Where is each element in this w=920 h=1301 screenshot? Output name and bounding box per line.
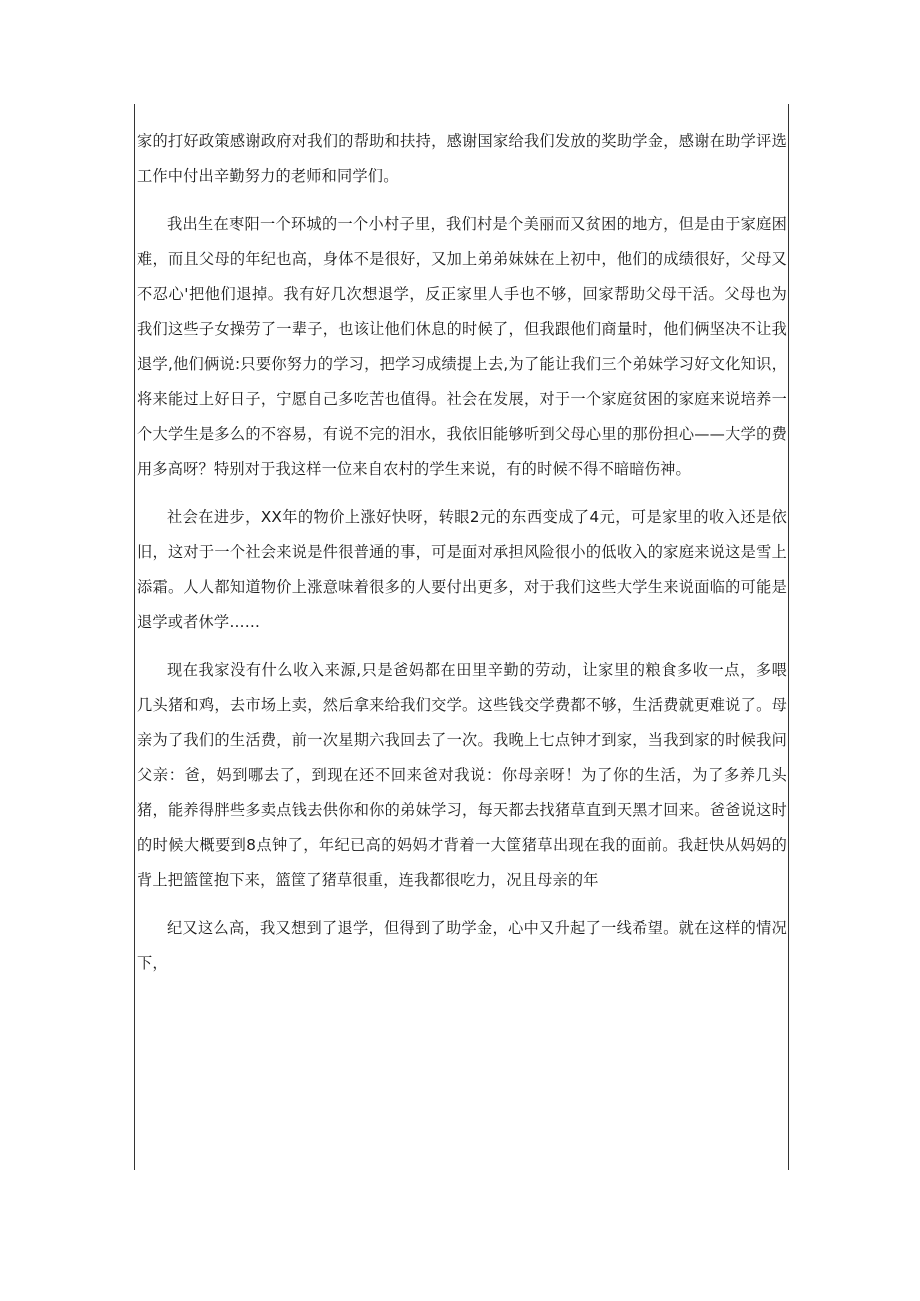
right-margin-line <box>788 104 789 1170</box>
paragraph-thanks: 家的打好政策感谢政府对我们的帮助和扶持，感谢国家给我们发放的奖助学金，感谢在助学评选工作中付出辛勤努力的老师和同学们。 <box>137 132 787 185</box>
paragraph-family-income: 现在我家没有什么收入来源,只是爸妈都在田里辛勤的劳动，让家里的粮食多收一点，多喂几头猪和鸡，去市场上卖，然后拿来给我们交学。这些钱交学费都不够，生活费就更难说了。母亲为了我们的生活费，前一次星期六我回去了一次。我晚上七点钟才到家，当我到家的时候我问父亲：爸，妈到哪去了，到现在还不回来爸对我说：你母亲呀！为了你的生活，为了多养几头猪，能养得胖些多卖点钱去供你和你的弟妹学习，每天都去找猪草直到天黑才回来。爸爸说这时的时候大概要到8点钟了，年纪已高的妈妈才背着一大筐猪草出现在我的面前。我赶快从妈妈的背上把篮筐抱下来，篮筐了猪草很重，连我都很吃力，况且母亲的年 <box>137 661 787 889</box>
document-body <box>137 124 787 981</box>
paragraph-hope: 纪又这么高，我又想到了退学，但得到了助学金，心中又升起了一线希望。就在这样的情况下， <box>137 919 787 972</box>
paragraph-price-rise: 社会在进步，XX年的物价上涨好快呀，转眼2元的东西变成了4元，可是家里的收入还是依旧，这对于一个社会来说是件很普通的事，可是面对承担风险很小的低收入的家庭来说这是雪上添霜。人人都知道物价上涨意味着很多的人要付出更多，对于我们这些大学生来说面临的可能是退学或者休学…… <box>137 508 787 631</box>
paragraph-family-background: 我出生在枣阳一个环城的一个小村子里，我们村是个美丽而又贫困的地方，但是由于家庭困难，而且父母的年纪也高，身体不是很好，又加上弟弟妹妹在上初中，他们的成绩很好，父母又不忍心'把他们退掉。我有好几次想退学，反正家里人手也不够，回家帮助父母干活。父母也为我们这些子女操劳了一辈子，也该让他们休息的时候了，但我跟他们商量时，他们俩坚决不让我退学,他们俩说:只要你努力的学习，把学习成绩提上去,为了能让我们三个弟妹学习好文化知识，将来能过上好日子，宁愿自己多吃苦也值得。社会在发展，对于一个家庭贫困的家庭来说培养一个大学生是多么的不容易，有说不完的泪水，我依旧能够听到父母心里的那份担心——大学的费用多高呀？特别对于我这样一位来自农村的学生来说，有的时候不得不暗暗伤神。 <box>137 215 787 478</box>
left-margin-line <box>134 104 135 1170</box>
